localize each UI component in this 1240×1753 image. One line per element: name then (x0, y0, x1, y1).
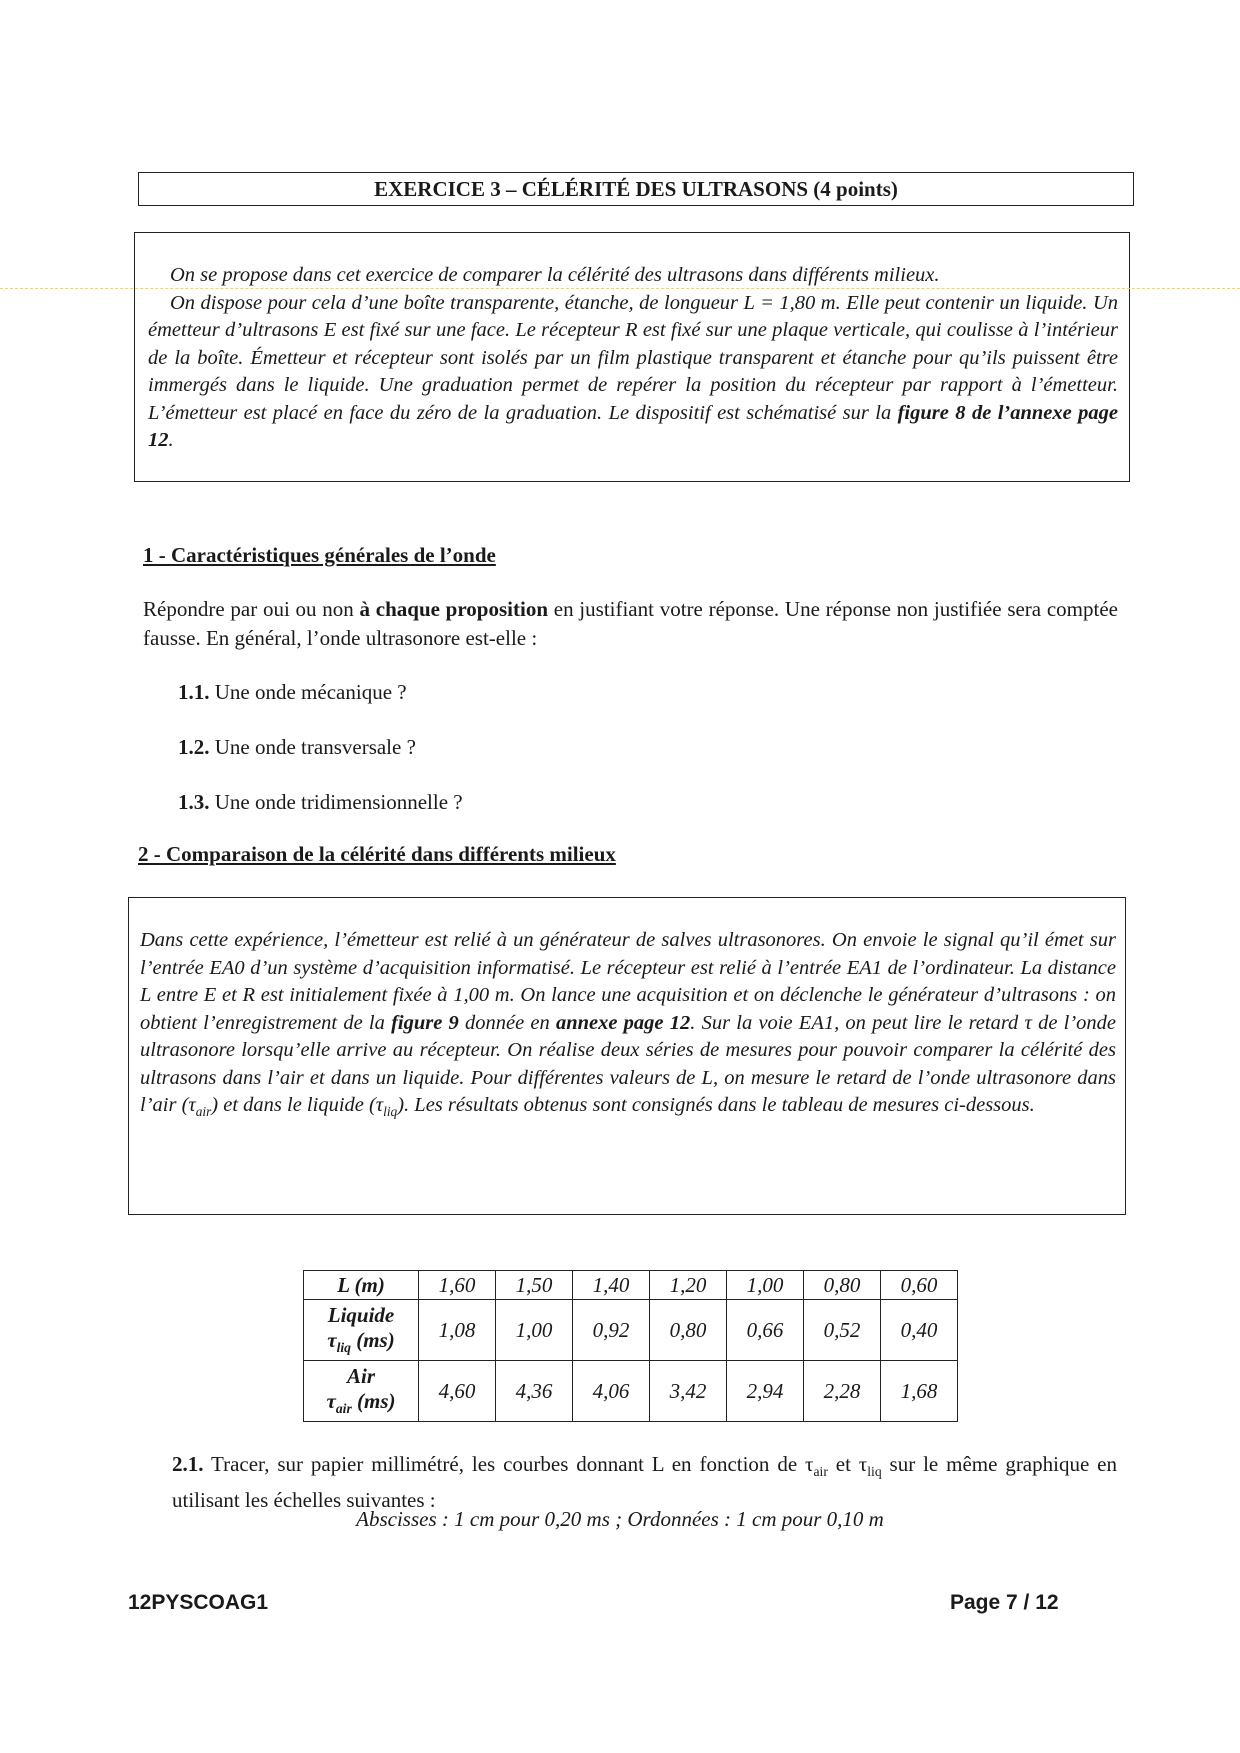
table-cell: 0,66 (727, 1300, 804, 1361)
table-cell: 0,40 (881, 1300, 958, 1361)
unit: (ms) (350, 1328, 395, 1353)
measurements-table (303, 1270, 958, 1422)
table-cell: 1,00 (727, 1271, 804, 1300)
table-cell: 2,28 (804, 1361, 881, 1422)
table-cell: 0,52 (804, 1300, 881, 1361)
question-1-2 (178, 733, 416, 761)
tau-sub: air (335, 1401, 352, 1417)
table-cell: 4,60 (419, 1361, 496, 1422)
question-number: 2.1. (172, 1452, 204, 1476)
exp-part-3: . Sur la voie EA1, on peut lire le retard τ de l’onde ultrasonore lorsqu’elle arrive au récepteur. On réalise deux séries de mesures pour pouvoir comparer la célérité des ultrasons dans l’air et dans un liquide. Pour différentes valeurs de L, on mesure le retard de l’onde ultrasonore dans l’air (τ (140, 1011, 1116, 1116)
intro-end: . (168, 429, 174, 451)
intro-body-text: On dispose pour cela d’une boîte transparente, étanche, de longueur L = 1,80 m. Elle peut contenir un liquide. Un émetteur d’ultrasons E est fixé sur une face. Le récepteur R est fixé sur une plaque verticale, qui coulisse à l’intérieur de la boîte. Émetteur et récepteur sont isolés par un film plastique transparent et étanche pour qu’ils puissent être immergés dans le liquide. Une graduation permet de repérer la position du récepteur par rapport à l’émetteur. L’émetteur est placé en face du zéro de la graduation. Le dispositif est schématisé sur la (148, 291, 1118, 424)
table-cell: 2,94 (727, 1361, 804, 1422)
table-cell: 1,60 (419, 1271, 496, 1300)
question-1-1 (178, 678, 407, 706)
question-number: 1.1. (178, 680, 210, 704)
table-cell: 1,40 (573, 1271, 650, 1300)
section-1-instructions (143, 595, 1118, 653)
liquid-label: Liquide (327, 1303, 395, 1328)
q21-text-2: et τ (827, 1452, 868, 1476)
table-row-liquid (304, 1300, 958, 1361)
q21-sub-liq: liq (867, 1464, 882, 1480)
exp-sub-liq: liq (383, 1104, 398, 1120)
table-cell: 1,00 (496, 1300, 573, 1361)
exp-part-4: ) et dans le liquide (τ (211, 1094, 384, 1116)
question-number: 1.3. (178, 790, 210, 814)
q21-sub-air: air (813, 1464, 828, 1480)
row-header-air (304, 1361, 419, 1422)
table-cell: 1,68 (881, 1361, 958, 1422)
intro-figure-ref: figure 8 de l’annexe page 12 (148, 401, 1118, 451)
table-cell: 0,92 (573, 1300, 650, 1361)
question-1-3 (178, 788, 463, 816)
row-header-liquid (304, 1300, 419, 1361)
section-2-title: 2 - Comparaison de la célérité dans différents milieux (138, 842, 616, 866)
tau-symbol: τ (327, 1328, 337, 1353)
q21-text-1: Tracer, sur papier millimétré, les courbes donnant L en fonction de τ (203, 1452, 814, 1476)
section-1-title: 1 - Caractéristiques générales de l’onde (143, 543, 496, 567)
table-cell: 1,50 (496, 1271, 573, 1300)
table-cell: 0,60 (881, 1271, 958, 1300)
air-label: Air (346, 1364, 375, 1389)
tau-symbol: τ (326, 1389, 336, 1414)
table-row-L (304, 1271, 958, 1300)
question-text: Une onde mécanique ? (209, 680, 407, 704)
table-cell: 3,42 (650, 1361, 727, 1422)
table-cell: 1,08 (419, 1300, 496, 1361)
table-row-air (304, 1361, 958, 1422)
page-number: Page 7 / 12 (950, 1591, 1059, 1614)
exp-annex-ref: annexe page 12 (555, 1011, 691, 1034)
document-code: 12PYSCOAG1 (128, 1591, 269, 1614)
question-2-1 (172, 1450, 1117, 1515)
unit: (ms) (351, 1389, 396, 1414)
experiment-text (140, 927, 1116, 1126)
instr-end: en justifiant votre réponse. Une réponse non justifiée sera comptée fausse. En général, l’onde ultrasonore est-elle : (143, 597, 1118, 650)
tau-sub: liq (336, 1340, 351, 1356)
table-cell: 4,36 (496, 1361, 573, 1422)
intro-line-1: On se propose dans cet exercice de comparer la célérité des ultrasons dans différents milieux. (170, 264, 940, 286)
question-text: Une onde transversale ? (209, 735, 416, 759)
table-cell: 0,80 (650, 1300, 727, 1361)
question-text: Une onde tridimensionnelle ? (209, 790, 463, 814)
exp-figure-ref: figure 9 (391, 1011, 459, 1034)
exp-sub-air: air (195, 1104, 212, 1120)
table-cell: 4,06 (573, 1361, 650, 1422)
row-header-L: L (m) (304, 1271, 419, 1300)
exp-part-2: donnée en (458, 1011, 556, 1034)
exp-part-1: Dans cette expérience, l’émetteur est relié à un générateur de salves ultrasonores. On envoie le signal qu’il émet sur l’entrée EA0 d’un système d’acquisition informatisé. Le récepteur est relié à l’entrée EA1 de l’ordinateur. La distance L entre E et R est initialement fixée à 1,00 m. On lance une acquisition et on déclenche le générateur d’ultrasons : on obtient l’enregistrement de la (140, 929, 1116, 1034)
intro-body (148, 290, 1118, 455)
question-number: 1.2. (178, 735, 210, 759)
exp-part-5: ). Les résultats obtenus sont consignés dans le tableau de mesures ci-dessous. (397, 1094, 1035, 1116)
instr-bold: à chaque proposition (359, 597, 548, 621)
table-cell: 1,20 (650, 1271, 727, 1300)
q21-text-3: sur le même graphique en utilisant les échelles suivantes : (172, 1452, 1117, 1513)
instr-start: Répondre par oui ou non (143, 597, 360, 621)
exercise-title: EXERCICE 3 – CÉLÉRITÉ DES ULTRASONS (4 points) (138, 172, 1134, 206)
table-cell: 0,80 (804, 1271, 881, 1300)
intro-text (148, 262, 1118, 455)
graph-scales: Abscisses : 1 cm pour 0,20 ms ; Ordonnées : 1 cm pour 0,10 m (356, 1507, 884, 1531)
